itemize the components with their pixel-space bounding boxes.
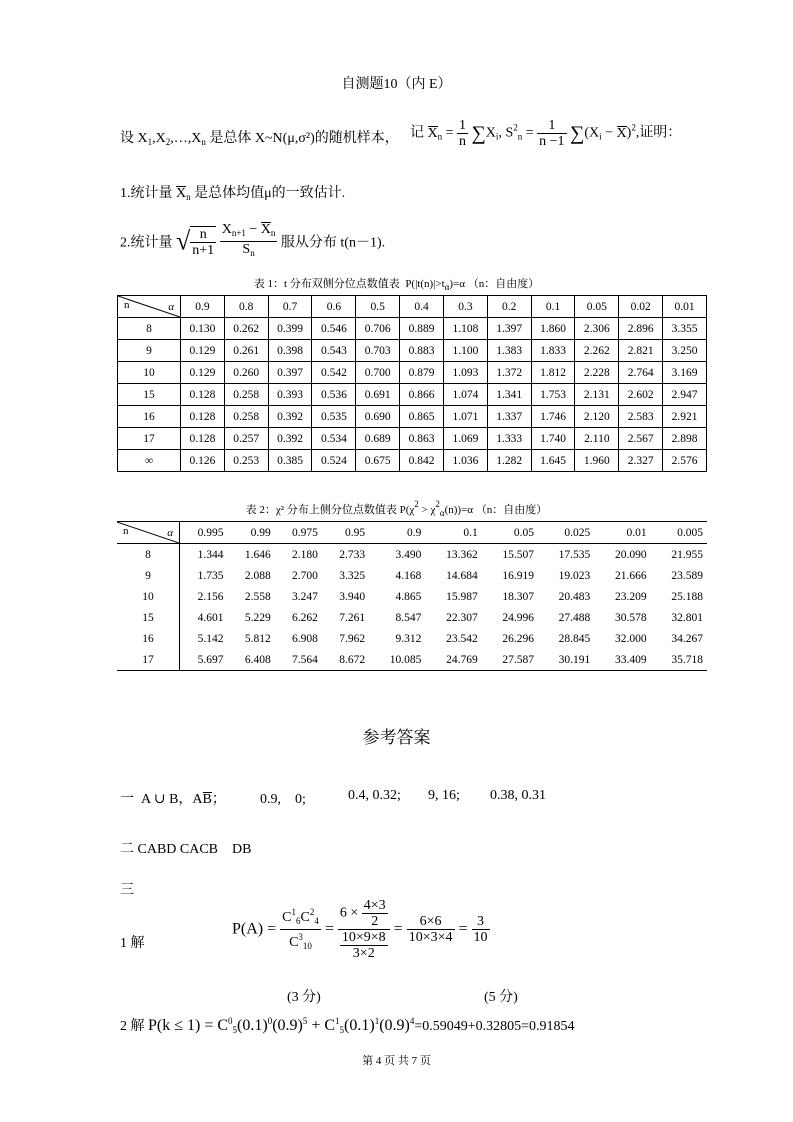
table-cell: 34.267	[671, 632, 703, 645]
table-cell: 0.689	[356, 428, 400, 450]
table-cell: 14.684	[446, 569, 478, 582]
answer-part-3-label: 三	[120, 883, 134, 898]
table-cell: 1.036	[443, 450, 487, 472]
table-row	[118, 450, 707, 472]
table-cell: 1.108	[443, 318, 487, 340]
table-cell: 1.100	[443, 340, 487, 362]
table-cell: 1.740	[531, 428, 575, 450]
table-cell: 0.863	[400, 428, 444, 450]
intro-suffix: ,证明：	[635, 125, 682, 141]
table-cell: 0.399	[268, 318, 312, 340]
table-cell: 1.069	[443, 428, 487, 450]
row-label: 10	[118, 362, 181, 384]
solution-1-label: 1 解	[120, 936, 145, 951]
table-cell: 0.128	[181, 406, 225, 428]
table-2-caption-note: （n：自由度）	[475, 504, 548, 516]
solution-2-result: =0.59049+0.32805=0.91854	[414, 1019, 575, 1034]
table-cell: 6.908	[292, 632, 318, 645]
table-cell: 2.110	[575, 428, 619, 450]
table-cell: 2.583	[619, 406, 663, 428]
part-1-item: 0.9, 0;	[260, 792, 306, 807]
table-cell: 2.576	[663, 450, 707, 472]
table-cell: 3.325	[339, 569, 366, 582]
table-cell: 2.921	[663, 406, 707, 428]
table-cell: 23.209	[614, 590, 647, 603]
table-cell: 2.088	[244, 569, 271, 582]
table-cell: 25.188	[671, 590, 703, 603]
table-cell: 0.397	[268, 362, 312, 384]
table-2-caption: 表 2：χ² 分布上侧分位点数值表 $P(\chi^2 > \chi^2_\alpha(n))=\alpha$ （n：自由度）	[245, 499, 548, 518]
table-cell: 2.602	[619, 384, 663, 406]
intro-sample-text: 是总体 X~N(μ,σ²)的随机样本，	[209, 131, 399, 146]
table-row	[118, 428, 707, 450]
column-header: 0.6	[312, 296, 356, 318]
table-cell: 2.896	[619, 318, 663, 340]
table-cell: 0.536	[312, 384, 356, 406]
table-cell: 2.898	[663, 428, 707, 450]
item-2-before: 2.统计量	[120, 235, 173, 251]
corner-alpha: α	[167, 527, 173, 539]
table-cell: 0.129	[181, 362, 225, 384]
table-cell: 5.142	[197, 632, 224, 645]
column-header: 0.3	[443, 296, 487, 318]
part-1-item: 0.38, 0.31	[490, 788, 546, 803]
table-cell: 21.666	[614, 569, 647, 582]
table-cell: 1.344	[197, 548, 224, 561]
table-row	[118, 384, 707, 406]
score-1: (3 分)	[287, 990, 321, 1005]
mean-variance-definition: 记 $X_n$ = $\frac{1}{n}$ $\sum X_i$, $S^2_n$ = $\frac{1}{n -1}$ $\sum(X_i - X)^2$,证明：	[410, 118, 682, 149]
table-cell: 1.372	[487, 362, 531, 384]
table-cell: 0.126	[181, 450, 225, 472]
table-cell: 2.947	[663, 384, 707, 406]
table-cell: 0.534	[312, 428, 356, 450]
item-1: 1.统计量 $X_n$ 是总体均值μ的一致估计.	[120, 186, 346, 202]
table-cell: 0.129	[181, 340, 225, 362]
row-label: 17	[118, 428, 181, 450]
column-header: 0.1	[531, 296, 575, 318]
table-cell: 3.940	[339, 590, 366, 603]
part-1-item: 0.4, 0.32;	[348, 788, 401, 803]
table-cell: 0.535	[312, 406, 356, 428]
table-cell: 0.128	[181, 384, 225, 406]
table-cell: 2.180	[292, 548, 318, 561]
table-cell: 23.589	[671, 569, 703, 582]
table-row	[118, 406, 707, 428]
table-cell: 2.131	[575, 384, 619, 406]
solution-2-label: 2 解	[120, 1019, 145, 1034]
table-cell: 20.090	[614, 548, 647, 561]
column-header: 0.02	[619, 296, 663, 318]
table-cell: 0.879	[400, 362, 444, 384]
row-label: 8	[117, 544, 180, 566]
table-cell: 2.228	[575, 362, 619, 384]
table-cell: 0.542	[312, 362, 356, 384]
table-cell: 21.955	[671, 548, 703, 561]
t-distribution-table	[117, 295, 707, 472]
corner-n: n	[124, 299, 130, 311]
table-cell: 26.296	[502, 632, 534, 645]
table-cell: 0.546	[312, 318, 356, 340]
column-header: 0.5	[356, 296, 400, 318]
table-cell: 7.962	[339, 632, 366, 645]
row-label: 17	[117, 649, 180, 671]
table-cell: 0.866	[400, 384, 444, 406]
solution-2: 2 解 $P(k \le 1) = C^0_5(0.1)^0(0.9)^5 + C^1_5(0.1)^1(0.9)^4=0.59049+0.32805=0.91854$	[120, 1016, 575, 1035]
page-title: 自测题10（内 E）	[341, 77, 452, 92]
table-cell: 24.996	[502, 611, 534, 624]
table-cell: 13.362	[446, 548, 478, 561]
table-cell: 1.071	[443, 406, 487, 428]
table-cell: 2.558	[244, 590, 271, 603]
table-cell: 1.646	[244, 548, 271, 561]
column-header: 0.95	[322, 522, 369, 544]
column-header: 0.9	[369, 522, 425, 544]
item-1-before: 1.统计量	[120, 186, 173, 201]
table-cell: 18.307	[502, 590, 534, 603]
table-corner	[118, 296, 181, 318]
table-cell: 1.341	[487, 384, 531, 406]
row-label: 9	[118, 340, 181, 362]
table-cell: 2.262	[575, 340, 619, 362]
table-cell: 3.250	[663, 340, 707, 362]
table-cell: 0.889	[400, 318, 444, 340]
table-header-row	[118, 296, 707, 318]
part-1-item: 9, 16;	[428, 788, 460, 803]
table-cell: 0.130	[181, 318, 225, 340]
table-cell: 23.542	[446, 632, 478, 645]
column-header: 0.05	[482, 522, 538, 544]
column-header: 0.2	[487, 296, 531, 318]
row-label: 15	[118, 384, 181, 406]
table-row	[117, 649, 707, 671]
chi-square-table	[117, 521, 707, 671]
table-cell: 5.697	[197, 653, 224, 666]
table-cell: 6.408	[244, 653, 271, 666]
table-cell: 1.812	[531, 362, 575, 384]
table-cell: 0.258	[224, 406, 268, 428]
solution-1-formula: P(A) = $\frac{C^1_6C^2_4}{C^3_{10}}$ = 6 × $\frac{4\times 3}{2}$ $\frac{10\times 9\times 8}{3\times 2}$ = $\frac{6\times 6}{10\times 3\times 4}$ = $\frac{3}{10}$	[232, 898, 488, 961]
table-row	[118, 340, 707, 362]
row-label: 15	[117, 607, 180, 628]
table-row	[117, 607, 707, 628]
table-cell: 3.355	[663, 318, 707, 340]
table-row	[118, 318, 707, 340]
table-cell: 3.490	[395, 548, 422, 561]
row-label: 16	[117, 628, 180, 649]
table-cell: 3.169	[663, 362, 707, 384]
table-cell: 1.645	[531, 450, 575, 472]
table-row	[117, 544, 707, 566]
table-cell: 1.833	[531, 340, 575, 362]
table-cell: 9.312	[395, 632, 422, 645]
table-cell: 1.074	[443, 384, 487, 406]
column-header: 0.975	[275, 522, 322, 544]
table-cell: 17.535	[558, 548, 591, 561]
table-cell: 35.718	[671, 653, 703, 666]
table-cell: 30.578	[614, 611, 647, 624]
table-cell: 24.769	[446, 653, 478, 666]
row-label: 10	[117, 586, 180, 607]
table-cell: 0.260	[224, 362, 268, 384]
table-cell: 20.483	[558, 590, 591, 603]
column-header: 0.7	[268, 296, 312, 318]
table-cell: 1.753	[531, 384, 575, 406]
table-cell: 0.524	[312, 450, 356, 472]
table-cell: 1.960	[575, 450, 619, 472]
table-cell: 0.392	[268, 428, 312, 450]
table-cell: 0.253	[224, 450, 268, 472]
table-cell: 1.333	[487, 428, 531, 450]
table-cell: 27.587	[502, 653, 534, 666]
column-header: 0.1	[425, 522, 481, 544]
table-cell: 4.865	[395, 590, 422, 603]
corner-alpha: α	[168, 301, 174, 313]
table-cell: 1.383	[487, 340, 531, 362]
row-label: 8	[118, 318, 181, 340]
table-cell: 33.409	[614, 653, 647, 666]
table-cell: 0.128	[181, 428, 225, 450]
column-header: 0.99	[228, 522, 275, 544]
part-1-label: 一	[120, 792, 134, 807]
table-cell: 7.564	[292, 653, 318, 666]
row-label: 9	[117, 565, 180, 586]
page-footer: 第 4 页 共 7 页	[362, 1055, 431, 1067]
table-cell: 2.567	[619, 428, 663, 450]
table-cell: 0.543	[312, 340, 356, 362]
intro-prefix: 设 X	[120, 131, 148, 146]
table-cell: 10.085	[389, 653, 422, 666]
column-header: 0.4	[400, 296, 444, 318]
table-cell: 15.507	[502, 548, 534, 561]
column-header: 0.995	[180, 522, 228, 544]
table-1-caption-formula-end: )=α	[449, 278, 465, 290]
table-cell: 22.307	[446, 611, 478, 624]
table-cell: 1.337	[487, 406, 531, 428]
table-cell: 2.821	[619, 340, 663, 362]
table-row	[117, 628, 707, 649]
table-2-caption-text: 表 2：χ² 分布上侧分位点数值表	[245, 504, 397, 516]
table-cell: 0.883	[400, 340, 444, 362]
table-cell: 0.700	[356, 362, 400, 384]
table-cell: 2.764	[619, 362, 663, 384]
table-cell: 0.842	[400, 450, 444, 472]
table-cell: 0.706	[356, 318, 400, 340]
table-header-row	[117, 522, 707, 544]
table-cell: 1.735	[197, 569, 224, 582]
table-cell: 0.262	[224, 318, 268, 340]
table-row	[117, 586, 707, 607]
table-cell: 32.000	[614, 632, 647, 645]
table-cell: 1.860	[531, 318, 575, 340]
table-cell: 0.691	[356, 384, 400, 406]
table-cell: 30.191	[558, 653, 591, 666]
column-header: 0.005	[651, 522, 707, 544]
table-1-caption-text: 表 1：t 分布双侧分位点数值表	[253, 278, 400, 290]
table-cell: 0.865	[400, 406, 444, 428]
table-cell: 27.488	[558, 611, 591, 624]
table-cell: 8.547	[395, 611, 422, 624]
table-cell: 0.675	[356, 450, 400, 472]
column-header: 0.05	[575, 296, 619, 318]
table-cell: 0.703	[356, 340, 400, 362]
table-cell: 0.393	[268, 384, 312, 406]
column-header: 0.01	[594, 522, 650, 544]
table-cell: 2.327	[619, 450, 663, 472]
table-cell: 2.306	[575, 318, 619, 340]
table-cell: 0.261	[224, 340, 268, 362]
table-cell: 0.392	[268, 406, 312, 428]
score-2: (5 分)	[484, 990, 518, 1005]
table-cell: 2.156	[197, 590, 224, 603]
table-cell: 16.919	[502, 569, 534, 582]
table-row	[118, 362, 707, 384]
table-cell: 2.733	[339, 548, 366, 561]
row-label: 16	[118, 406, 181, 428]
table-cell: 0.690	[356, 406, 400, 428]
table-cell: 2.700	[292, 569, 318, 582]
table-cell: 6.262	[292, 611, 318, 624]
column-header: 0.01	[663, 296, 707, 318]
intro-note: 记	[410, 125, 424, 141]
column-header: 0.8	[224, 296, 268, 318]
problem-statement: 设 $X_1,X_2,\dots,X_n$ 是总体 X~N(μ,σ²)的随机样本，	[120, 131, 399, 147]
table-cell: 3.247	[292, 590, 318, 603]
table-cell: 1.093	[443, 362, 487, 384]
table-1-caption: 表 1：t 分布双侧分位点数值表 $P(|t(n)|>t_\alpha)=\alpha$ （n：自由度）	[253, 278, 540, 292]
table-1-caption-note: （n：自由度）	[467, 278, 540, 290]
table-cell: 0.385	[268, 450, 312, 472]
table-cell: 32.801	[671, 611, 703, 624]
table-cell: 4.168	[395, 569, 422, 582]
table-cell: 5.812	[244, 632, 271, 645]
answer-part-2: 二 CABD CACB DB	[120, 842, 252, 857]
table-cell: 7.261	[339, 611, 366, 624]
answer-part-1: 一 A ∪ B，AB； 0.9, 0; 0.4, 0.32; 9, 16; 0.38, 0.31	[120, 788, 546, 807]
table-cell: 0.258	[224, 384, 268, 406]
table-cell: 28.845	[558, 632, 591, 645]
column-header: 0.025	[538, 522, 594, 544]
item-2: 2.统计量 √ $\frac{n}{n+1}$ $\frac{X_{n+1} - X_n}{S_n}$ 服从分布 t(n－1).	[120, 222, 386, 258]
column-header: 0.9	[181, 296, 225, 318]
table-cell: 1.746	[531, 406, 575, 428]
table-cell: 1.282	[487, 450, 531, 472]
item-1-after: 是总体均值μ的一致估计.	[194, 186, 346, 201]
row-label: ∞	[118, 450, 181, 472]
table-cell: 19.023	[558, 569, 591, 582]
answers-heading: 参考答案	[362, 728, 431, 747]
table-cell: 1.397	[487, 318, 531, 340]
table-cell: 15.987	[446, 590, 478, 603]
table-row	[117, 565, 707, 586]
table-cell: 5.229	[244, 611, 271, 624]
table-cell: 8.672	[339, 653, 366, 666]
table-1-caption-formula: P(|t(n)|>t	[405, 278, 445, 290]
item-2-after: 服从分布 t(n－1).	[280, 235, 386, 251]
table-cell: 0.398	[268, 340, 312, 362]
table-corner	[117, 522, 180, 544]
table-cell: 4.601	[197, 611, 224, 624]
corner-n: n	[123, 525, 129, 537]
table-cell: 0.257	[224, 428, 268, 450]
table-cell: 2.120	[575, 406, 619, 428]
